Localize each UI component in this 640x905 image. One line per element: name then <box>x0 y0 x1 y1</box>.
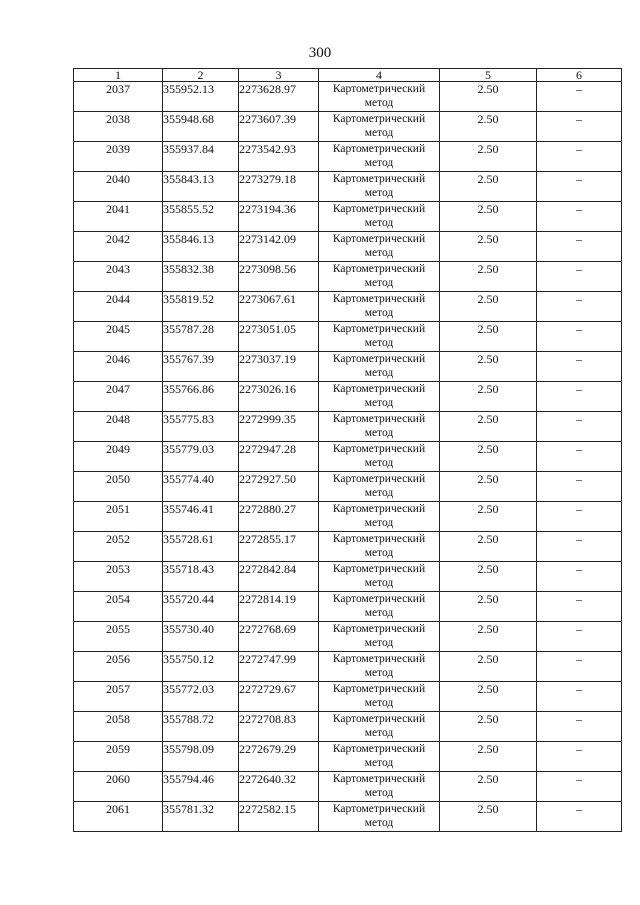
table-row <box>74 232 622 262</box>
x-coordinate-cell: 355746.41 <box>163 502 239 532</box>
accuracy-cell: 2.50 <box>440 202 537 232</box>
method-cell <box>319 82 440 112</box>
accuracy-cell: 2.50 <box>440 322 537 352</box>
note-cell: – <box>537 142 622 172</box>
method-line-2: метод <box>364 97 394 109</box>
method-line-2: метод <box>364 157 394 169</box>
y-coordinate-cell: 2273607.39 <box>239 112 319 142</box>
point-number-cell: 2058 <box>74 712 163 742</box>
method-line-1: Картометрический <box>332 113 426 125</box>
table-row <box>74 502 622 532</box>
table-row <box>74 652 622 682</box>
method-line-1: Картометрический <box>332 173 426 185</box>
accuracy-cell: 2.50 <box>440 472 537 502</box>
method-line-1: Картометрический <box>332 203 426 215</box>
method-line-2: метод <box>364 727 394 739</box>
x-coordinate-cell: 355772.03 <box>163 682 239 712</box>
method-line-2: метод <box>364 697 394 709</box>
method-line-2: метод <box>364 307 394 319</box>
table-row <box>74 82 622 112</box>
note-cell: – <box>537 262 622 292</box>
method-cell <box>319 442 440 472</box>
x-coordinate-cell: 355781.32 <box>163 802 239 832</box>
method-line-1: Картометрический <box>332 533 426 545</box>
header-col-2: 2 <box>163 69 239 82</box>
table-row <box>74 622 622 652</box>
method-line-1: Картометрический <box>332 323 426 335</box>
y-coordinate-cell: 2272640.32 <box>239 772 319 802</box>
note-cell: – <box>537 682 622 712</box>
y-coordinate-cell: 2272768.69 <box>239 622 319 652</box>
table-row <box>74 472 622 502</box>
method-line-1: Картометрический <box>332 743 426 755</box>
y-coordinate-cell: 2273026.16 <box>239 382 319 412</box>
point-number-cell: 2039 <box>74 142 163 172</box>
y-coordinate-cell: 2272729.67 <box>239 682 319 712</box>
method-line-2: метод <box>364 397 394 409</box>
method-line-2: метод <box>364 217 394 229</box>
x-coordinate-cell: 355948.68 <box>163 112 239 142</box>
table-row <box>74 292 622 322</box>
method-cell <box>319 652 440 682</box>
method-line-2: метод <box>364 127 394 139</box>
method-line-2: метод <box>364 547 394 559</box>
x-coordinate-cell: 355855.52 <box>163 202 239 232</box>
table-row <box>74 442 622 472</box>
x-coordinate-cell: 355843.13 <box>163 172 239 202</box>
x-coordinate-cell: 355750.12 <box>163 652 239 682</box>
method-cell <box>319 802 440 832</box>
method-cell <box>319 112 440 142</box>
y-coordinate-cell: 2273067.61 <box>239 292 319 322</box>
method-cell <box>319 532 440 562</box>
header-col-4: 4 <box>319 69 440 82</box>
note-cell: – <box>537 802 622 832</box>
point-number-cell: 2050 <box>74 472 163 502</box>
x-coordinate-cell: 355937.84 <box>163 142 239 172</box>
method-line-1: Картометрический <box>332 383 426 395</box>
accuracy-cell: 2.50 <box>440 652 537 682</box>
y-coordinate-cell: 2273194.36 <box>239 202 319 232</box>
point-number-cell: 2048 <box>74 412 163 442</box>
table-row <box>74 382 622 412</box>
note-cell: – <box>537 412 622 442</box>
x-coordinate-cell: 355718.43 <box>163 562 239 592</box>
method-cell <box>319 502 440 532</box>
method-cell <box>319 622 440 652</box>
method-line-1: Картометрический <box>332 443 426 455</box>
method-line-2: метод <box>364 607 394 619</box>
y-coordinate-cell: 2272880.27 <box>239 502 319 532</box>
point-number-cell: 2049 <box>74 442 163 472</box>
method-line-2: метод <box>364 757 394 769</box>
note-cell: – <box>537 592 622 622</box>
accuracy-cell: 2.50 <box>440 142 537 172</box>
method-cell <box>319 382 440 412</box>
point-number-cell: 2056 <box>74 652 163 682</box>
method-cell <box>319 742 440 772</box>
note-cell: – <box>537 712 622 742</box>
method-line-1: Картометрический <box>332 803 426 815</box>
method-line-2: метод <box>364 787 394 799</box>
method-line-2: метод <box>364 517 394 529</box>
accuracy-cell: 2.50 <box>440 592 537 622</box>
x-coordinate-cell: 355819.52 <box>163 292 239 322</box>
method-line-1: Картометрический <box>332 683 426 695</box>
header-col-3: 3 <box>239 69 319 82</box>
accuracy-cell: 2.50 <box>440 742 537 772</box>
method-line-1: Картометрический <box>332 773 426 785</box>
method-line-1: Картометрический <box>332 653 426 665</box>
point-number-cell: 2060 <box>74 772 163 802</box>
point-number-cell: 2061 <box>74 802 163 832</box>
method-cell <box>319 562 440 592</box>
point-number-cell: 2055 <box>74 622 163 652</box>
table-row <box>74 712 622 742</box>
point-number-cell: 2042 <box>74 232 163 262</box>
note-cell: – <box>537 622 622 652</box>
table-row <box>74 322 622 352</box>
y-coordinate-cell: 2273051.05 <box>239 322 319 352</box>
x-coordinate-cell: 355767.39 <box>163 352 239 382</box>
method-line-2: метод <box>364 367 394 379</box>
table-row <box>74 202 622 232</box>
accuracy-cell: 2.50 <box>440 382 537 412</box>
method-line-2: метод <box>364 337 394 349</box>
header-col-1: 1 <box>74 69 163 82</box>
method-line-1: Картометрический <box>332 413 426 425</box>
method-line-2: метод <box>364 247 394 259</box>
y-coordinate-cell: 2273542.93 <box>239 142 319 172</box>
method-line-1: Картометрический <box>332 503 426 515</box>
note-cell: – <box>537 772 622 802</box>
note-cell: – <box>537 382 622 412</box>
method-line-1: Картометрический <box>332 293 426 305</box>
accuracy-cell: 2.50 <box>440 232 537 262</box>
point-number-cell: 2037 <box>74 82 163 112</box>
method-line-2: метод <box>364 277 394 289</box>
x-coordinate-cell: 355766.86 <box>163 382 239 412</box>
method-cell <box>319 172 440 202</box>
note-cell: – <box>537 322 622 352</box>
table-row <box>74 592 622 622</box>
note-cell: – <box>537 562 622 592</box>
method-line-1: Картометрический <box>332 83 426 95</box>
y-coordinate-cell: 2272842.84 <box>239 562 319 592</box>
table-row <box>74 262 622 292</box>
table-row <box>74 742 622 772</box>
accuracy-cell: 2.50 <box>440 682 537 712</box>
method-line-1: Картометрический <box>332 353 426 365</box>
accuracy-cell: 2.50 <box>440 562 537 592</box>
point-number-cell: 2052 <box>74 532 163 562</box>
header-col-6: 6 <box>537 69 622 82</box>
y-coordinate-cell: 2272708.83 <box>239 712 319 742</box>
y-coordinate-cell: 2273279.18 <box>239 172 319 202</box>
accuracy-cell: 2.50 <box>440 802 537 832</box>
accuracy-cell: 2.50 <box>440 772 537 802</box>
method-line-1: Картометрический <box>332 263 426 275</box>
note-cell: – <box>537 532 622 562</box>
y-coordinate-cell: 2273628.97 <box>239 82 319 112</box>
point-number-cell: 2053 <box>74 562 163 592</box>
method-cell <box>319 202 440 232</box>
y-coordinate-cell: 2272855.17 <box>239 532 319 562</box>
x-coordinate-cell: 355779.03 <box>163 442 239 472</box>
table-row <box>74 562 622 592</box>
method-line-2: метод <box>364 427 394 439</box>
method-cell <box>319 682 440 712</box>
method-cell <box>319 142 440 172</box>
accuracy-cell: 2.50 <box>440 112 537 142</box>
accuracy-cell: 2.50 <box>440 172 537 202</box>
method-cell <box>319 472 440 502</box>
accuracy-cell: 2.50 <box>440 262 537 292</box>
point-number-cell: 2043 <box>74 262 163 292</box>
table-row <box>74 682 622 712</box>
note-cell: – <box>537 292 622 322</box>
x-coordinate-cell: 355952.13 <box>163 82 239 112</box>
accuracy-cell: 2.50 <box>440 712 537 742</box>
method-cell <box>319 292 440 322</box>
x-coordinate-cell: 355794.46 <box>163 772 239 802</box>
y-coordinate-cell: 2272582.15 <box>239 802 319 832</box>
method-line-1: Картометрический <box>332 713 426 725</box>
header-row <box>74 69 622 82</box>
x-coordinate-cell: 355720.44 <box>163 592 239 622</box>
accuracy-cell: 2.50 <box>440 442 537 472</box>
accuracy-cell: 2.50 <box>440 622 537 652</box>
table-header <box>74 69 622 82</box>
accuracy-cell: 2.50 <box>440 532 537 562</box>
table-row <box>74 142 622 172</box>
method-cell <box>319 772 440 802</box>
x-coordinate-cell: 355846.13 <box>163 232 239 262</box>
method-line-2: метод <box>364 187 394 199</box>
x-coordinate-cell: 355728.61 <box>163 532 239 562</box>
y-coordinate-cell: 2273142.09 <box>239 232 319 262</box>
y-coordinate-cell: 2272947.28 <box>239 442 319 472</box>
method-line-1: Картометрический <box>332 593 426 605</box>
accuracy-cell: 2.50 <box>440 292 537 322</box>
x-coordinate-cell: 355774.40 <box>163 472 239 502</box>
table-row <box>74 112 622 142</box>
header-col-5: 5 <box>440 69 537 82</box>
y-coordinate-cell: 2272814.19 <box>239 592 319 622</box>
method-line-1: Картометрический <box>332 143 426 155</box>
y-coordinate-cell: 2272999.35 <box>239 412 319 442</box>
y-coordinate-cell: 2272747.99 <box>239 652 319 682</box>
x-coordinate-cell: 355787.28 <box>163 322 239 352</box>
note-cell: – <box>537 82 622 112</box>
point-number-cell: 2059 <box>74 742 163 772</box>
point-number-cell: 2045 <box>74 322 163 352</box>
note-cell: – <box>537 502 622 532</box>
note-cell: – <box>537 232 622 262</box>
note-cell: – <box>537 352 622 382</box>
method-line-1: Картометрический <box>332 233 426 245</box>
accuracy-cell: 2.50 <box>440 352 537 382</box>
note-cell: – <box>537 172 622 202</box>
method-cell <box>319 412 440 442</box>
method-line-1: Картометрический <box>332 623 426 635</box>
x-coordinate-cell: 355788.72 <box>163 712 239 742</box>
method-line-1: Картометрический <box>332 473 426 485</box>
table-body <box>74 82 622 832</box>
x-coordinate-cell: 355775.83 <box>163 412 239 442</box>
point-number-cell: 2051 <box>74 502 163 532</box>
y-coordinate-cell: 2273098.56 <box>239 262 319 292</box>
table-row <box>74 172 622 202</box>
method-line-2: метод <box>364 817 394 829</box>
note-cell: – <box>537 112 622 142</box>
accuracy-cell: 2.50 <box>440 502 537 532</box>
note-cell: – <box>537 442 622 472</box>
method-cell <box>319 712 440 742</box>
point-number-cell: 2040 <box>74 172 163 202</box>
point-number-cell: 2047 <box>74 382 163 412</box>
note-cell: – <box>537 202 622 232</box>
point-number-cell: 2038 <box>74 112 163 142</box>
x-coordinate-cell: 355730.40 <box>163 622 239 652</box>
method-line-2: метод <box>364 577 394 589</box>
y-coordinate-cell: 2272679.29 <box>239 742 319 772</box>
point-number-cell: 2044 <box>74 292 163 322</box>
page-number: 300 <box>308 45 332 61</box>
table-row <box>74 772 622 802</box>
x-coordinate-cell: 355798.09 <box>163 742 239 772</box>
table-row <box>74 352 622 382</box>
table-row <box>74 532 622 562</box>
point-number-cell: 2054 <box>74 592 163 622</box>
y-coordinate-cell: 2273037.19 <box>239 352 319 382</box>
method-cell <box>319 352 440 382</box>
coordinates-table <box>73 68 622 832</box>
method-cell <box>319 592 440 622</box>
method-line-1: Картометрический <box>332 563 426 575</box>
x-coordinate-cell: 355832.38 <box>163 262 239 292</box>
table-row <box>74 802 622 832</box>
point-number-cell: 2046 <box>74 352 163 382</box>
method-line-2: метод <box>364 637 394 649</box>
method-cell <box>319 262 440 292</box>
note-cell: – <box>537 652 622 682</box>
note-cell: – <box>537 472 622 502</box>
method-cell <box>319 232 440 262</box>
note-cell: – <box>537 742 622 772</box>
method-line-2: метод <box>364 487 394 499</box>
accuracy-cell: 2.50 <box>440 412 537 442</box>
accuracy-cell: 2.50 <box>440 82 537 112</box>
point-number-cell: 2057 <box>74 682 163 712</box>
method-cell <box>319 322 440 352</box>
point-number-cell: 2041 <box>74 202 163 232</box>
method-line-2: метод <box>364 457 394 469</box>
method-line-2: метод <box>364 667 394 679</box>
table-row <box>74 412 622 442</box>
y-coordinate-cell: 2272927.50 <box>239 472 319 502</box>
